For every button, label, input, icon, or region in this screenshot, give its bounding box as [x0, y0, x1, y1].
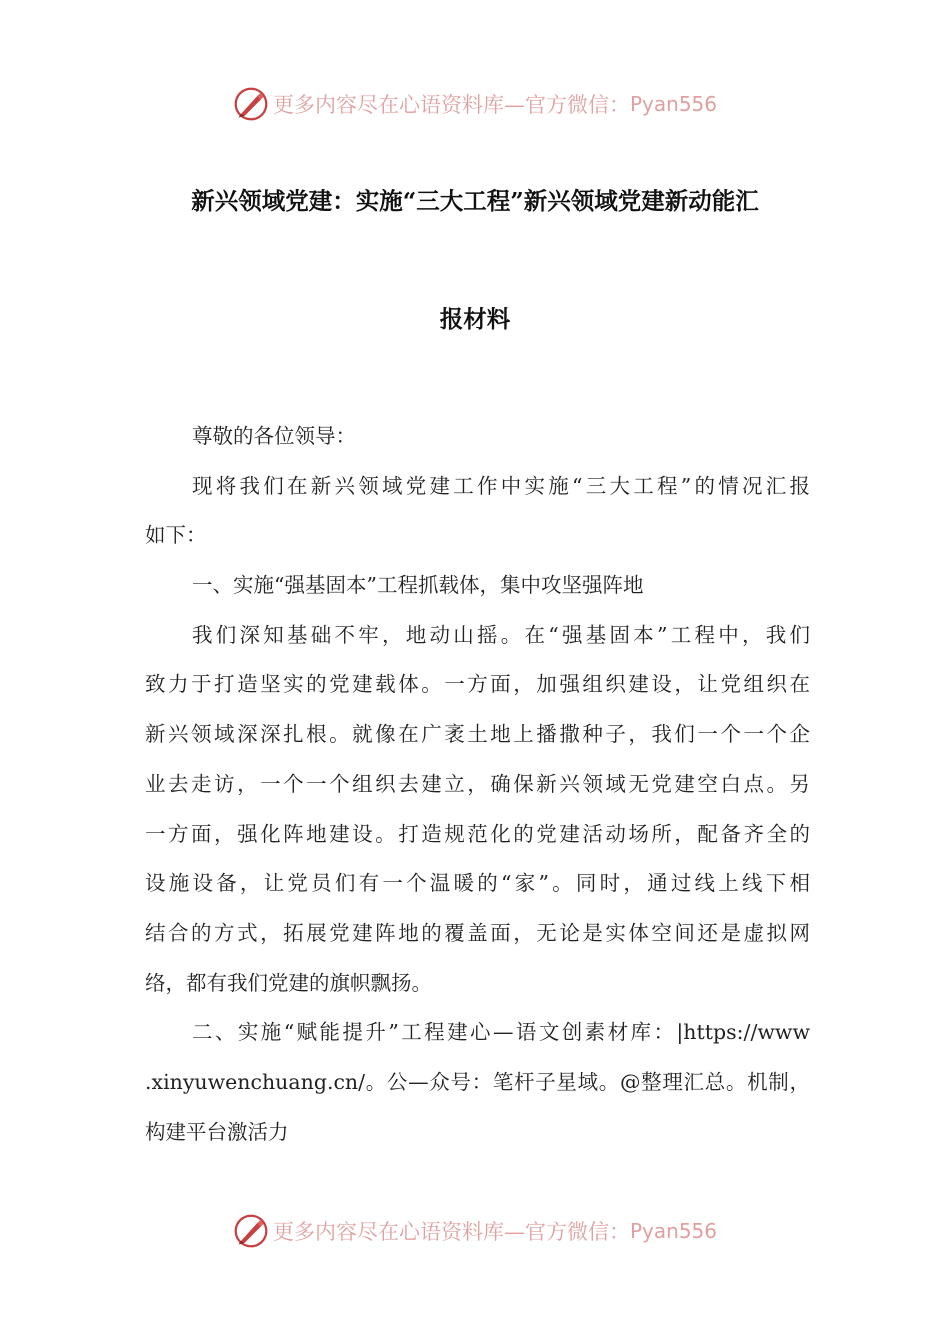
banner-wechat-id: Pyan556	[629, 1219, 717, 1243]
banner-text: 更多内容尽在心语资料库—官方微信：	[272, 1220, 630, 1244]
section-heading-1: 一、实施“强基固本”工程抓载体，集中攻坚强阵地	[192, 573, 644, 598]
section-heading-2: 二、实施“赋能提升”工程建心—语文创素材库：|https://www	[192, 1020, 810, 1045]
header-watermark-banner	[0, 84, 950, 124]
document-body	[145, 412, 810, 1157]
footer-watermark-banner	[0, 1211, 950, 1251]
banner-text: 更多内容尽在心语资料库—官方微信：	[272, 93, 630, 117]
body-line: 业去走访，一个一个组织去建立，确保新兴领域无党建空白点。另	[145, 771, 810, 796]
body-line: 致力于打造坚实的党建载体。一方面，加强组织建设，让党组织在	[145, 672, 810, 697]
body-line: 我们深知基础不牢，地动山摇。在“强基固本”工程中，我们	[192, 622, 810, 647]
body-line: 设施设备，让党员们有一个温暖的“家”。同时，通过线上线下相	[145, 871, 810, 896]
pen-logo-icon	[233, 86, 269, 122]
body-line: 新兴领域深深扎根。就像在广袤土地上播撒种子，我们一个一个企	[145, 722, 810, 747]
body-line: 构建平台激活力	[145, 1119, 289, 1144]
body-line: 如下：	[145, 523, 207, 548]
document-title-line-2: 报材料	[439, 305, 511, 333]
body-line: 一方面，强化阵地建设。打造规范化的党建活动场所，配备齐全的	[145, 821, 810, 846]
banner-wechat-id: Pyan556	[629, 92, 717, 116]
body-line: 尊敬的各位领导：	[192, 424, 356, 448]
pen-logo-icon	[233, 1213, 269, 1249]
body-line: 结合的方式，拓展党建阵地的覆盖面，无论是实体空间还是虚拟网	[145, 920, 810, 945]
body-line: .xinyuwenchuang.cn/。公—众号：笔杆子星域。@整理汇总。机制，	[145, 1069, 810, 1094]
body-line: 络，都有我们党建的旗帜飘扬。	[145, 970, 432, 995]
document-title-line-1: 新兴领域党建：实施“三大工程”新兴领域党建新动能汇	[191, 187, 759, 215]
body-line: 现将我们在新兴领域党建工作中实施“三大工程”的情况汇报	[192, 473, 810, 498]
